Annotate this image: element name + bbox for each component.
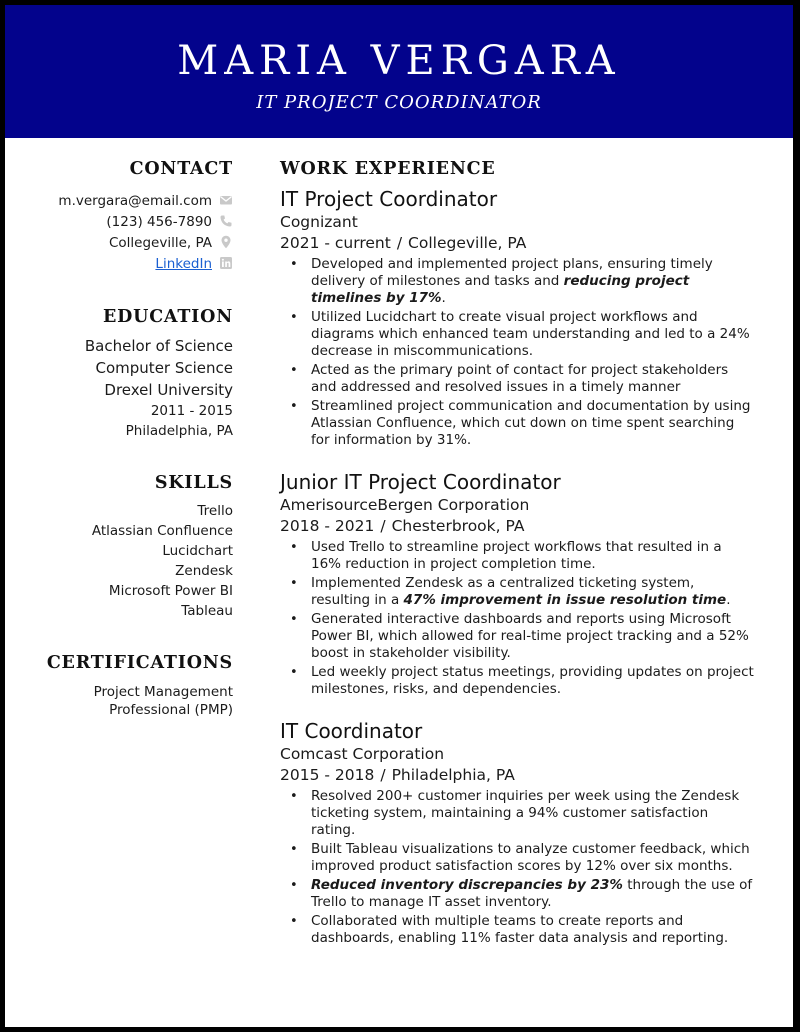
field-of-study: Computer Science	[95, 359, 233, 377]
job-entry	[280, 718, 755, 947]
school-name: Drexel University	[104, 381, 233, 399]
job-dates-location	[280, 765, 755, 786]
bullet-item: • Utilized Lucidchart to create visual project workflows and diagrams which enhanced team understanding and led to a 24% decrease in miscommunications.	[311, 309, 755, 360]
right-column	[280, 155, 755, 949]
job-title: IT Coordinator	[280, 719, 423, 743]
bullet-item: • Used Trello to streamline project workflows that resulted in a 16% reduction in project completion time.	[311, 539, 755, 573]
job-location: Chesterbrook, PA	[391, 517, 525, 535]
left-column	[45, 155, 233, 719]
certifications-section	[45, 649, 233, 719]
skill-item: Lucidchart	[162, 543, 233, 559]
job-bullets	[280, 788, 755, 947]
contact-phone	[45, 212, 233, 233]
job-dates-location	[280, 233, 755, 254]
job-dates: 2021 - current	[280, 234, 391, 252]
separator: /	[380, 766, 386, 784]
certification-line: Project Management	[93, 684, 233, 700]
certifications-heading: CERTIFICATIONS	[46, 653, 233, 673]
company-name: Cognizant	[280, 213, 358, 231]
skill-item: Zendesk	[175, 563, 233, 579]
bullet-item: • Generated interactive dashboards and reports using Microsoft Power BI, which allowed for real-time project tracking and a 52% boost in stakeholder visibility.	[311, 611, 755, 662]
skill-item: Atlassian Confluence	[91, 523, 233, 539]
education-heading: EDUCATION	[103, 307, 233, 327]
work-experience-heading: WORK EXPERIENCE	[280, 159, 496, 179]
email-text: m.vergara@email.com	[58, 193, 212, 209]
resume-page	[5, 5, 793, 1027]
candidate-name: MARIA VERGARA	[177, 38, 621, 84]
job-title: Junior IT Project Coordinator	[280, 470, 561, 494]
job-bullets	[280, 256, 755, 449]
bullet-item: • Acted as the primary point of contact for project stakeholders and addressed and resolved issues in a timely manner	[311, 362, 755, 396]
job-location: Collegeville, PA	[408, 234, 527, 252]
degree: Bachelor of Science	[84, 337, 233, 355]
job-dates-location	[280, 516, 755, 537]
job-dates: 2015 - 2018	[280, 766, 375, 784]
company-name: AmerisourceBergen Corporation	[280, 496, 530, 514]
skills-heading: SKILLS	[154, 473, 233, 493]
location-pin-icon	[219, 235, 233, 249]
skill-item: Microsoft Power BI	[108, 583, 233, 599]
candidate-title: IT PROJECT COORDINATOR	[256, 92, 542, 113]
certification-line: Professional (PMP)	[109, 702, 233, 718]
separator: /	[396, 234, 403, 252]
contact-linkedin[interactable]	[45, 254, 233, 275]
phone-icon	[219, 214, 233, 228]
job-bullets	[280, 539, 755, 698]
job-entry	[280, 186, 755, 449]
contact-email	[45, 191, 233, 212]
job-dates: 2018 - 2021	[280, 517, 375, 535]
bullet-item: • Built Tableau visualizations to analyze customer feedback, which improved product satisfaction scores by 12% over six months.	[311, 841, 755, 875]
bullet-item: • Developed and implemented project plans, ensuring timely delivery of milestones and tasks and reducing project timelines by 17%.	[311, 256, 755, 307]
skill-item: Tableau	[181, 603, 233, 619]
resume-header	[5, 5, 793, 138]
phone-text: (123) 456-7890	[106, 214, 212, 230]
linkedin-icon[interactable]	[219, 256, 233, 270]
bullet-item: • Resolved 200+ customer inquiries per week using the Zendesk ticketing system, maintaining a 94% customer satisfaction rating.	[311, 788, 755, 839]
envelope-icon	[219, 193, 233, 207]
contact-section	[45, 155, 233, 275]
bullet-item: • Implemented Zendesk as a centralized ticketing system, resulting in a 47% improvement in issue resolution time.	[311, 575, 755, 609]
company-name: Comcast Corporation	[280, 745, 445, 763]
location-text: Collegeville, PA	[108, 235, 212, 251]
contact-heading: CONTACT	[129, 159, 233, 179]
job-title: IT Project Coordinator	[280, 187, 498, 211]
education-section	[45, 303, 233, 441]
skills-section	[45, 469, 233, 621]
job-location: Philadelphia, PA	[391, 766, 515, 784]
bullet-item: • Streamlined project communication and documentation by using Atlassian Confluence, which cut down on time spent searching for information by 31%.	[311, 398, 755, 449]
bullet-item: • Collaborated with multiple teams to create reports and dashboards, enabling 11% faster data analysis and reporting.	[311, 913, 755, 947]
linkedin-link[interactable]: LinkedIn	[155, 256, 212, 272]
bullet-item: • Reduced inventory discrepancies by 23% through the use of Trello to manage IT asset inventory.	[311, 877, 755, 911]
contact-location	[45, 233, 233, 254]
education-location: Philadelphia, PA	[125, 423, 233, 439]
job-entry	[280, 469, 755, 698]
education-years: 2011 - 2015	[150, 403, 233, 419]
bullet-item: • Led weekly project status meetings, providing updates on project milestones, risks, and dependencies.	[311, 664, 755, 698]
skill-item: Trello	[197, 503, 233, 519]
separator: /	[380, 517, 386, 535]
